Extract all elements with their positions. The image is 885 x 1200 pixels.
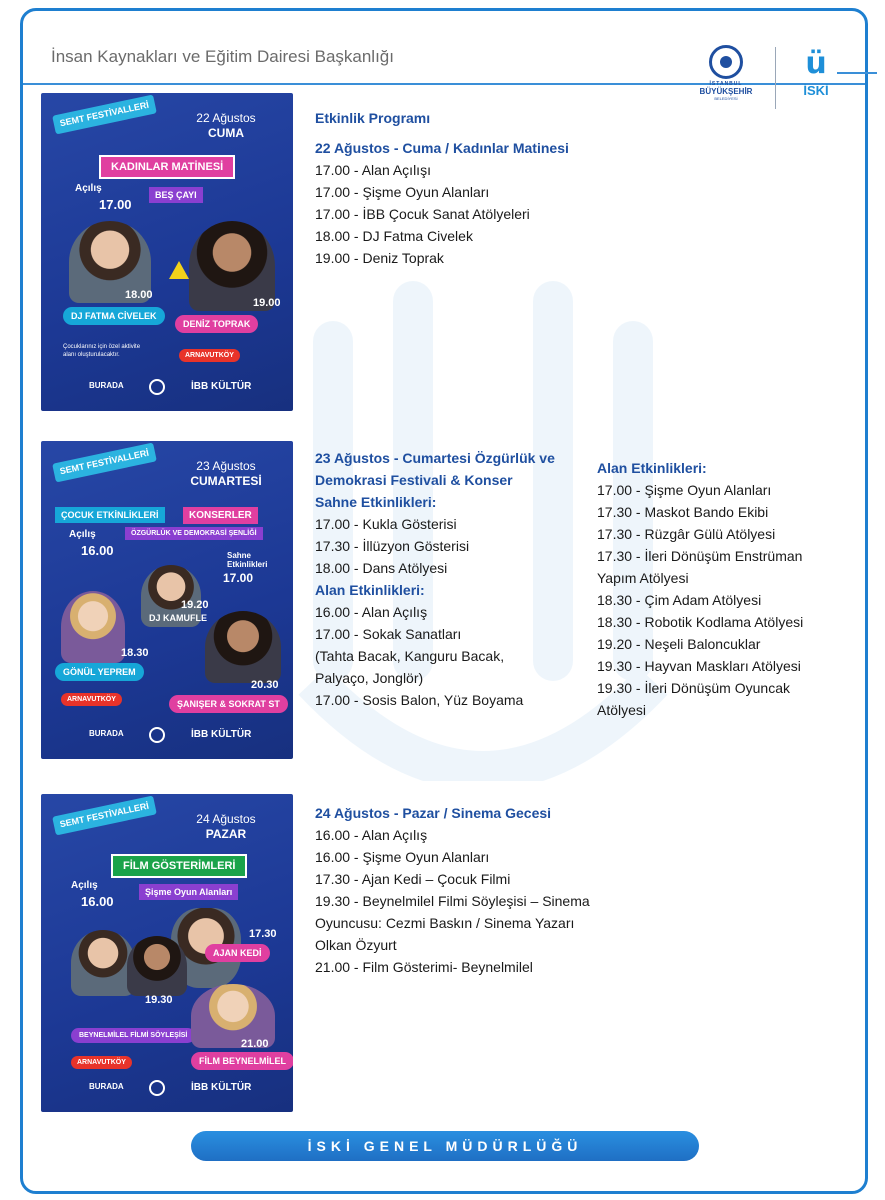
stage-label: Sahne Etkinlikleri [227,551,268,569]
ibb-logo-line2: BÜYÜKŞEHİR [699,87,753,96]
artist2-time: 18.30 [121,647,149,659]
poster-day1 [41,93,293,411]
artist2-name-tag: DENİZ TOPRAK [175,315,258,333]
header-divider-extension [837,72,877,74]
list-item: 21.00 - Film Gösterimi- Beynelmilel [315,959,533,975]
day2-title-line2: Demokrasi Festivali & Konser [315,472,513,488]
program-day2 [315,447,555,711]
poster-banner: FİLM GÖSTERİMLERİ [111,854,247,878]
poster-footer-right: İBB KÜLTÜR [191,729,252,740]
list-item: 16.00 - Alan Açılış [315,604,428,620]
list-item: 17.30 - Rüzgâr Gülü Atölyesi [597,526,776,542]
list-item: 17.00 - Kukla Gösterisi [315,516,457,532]
artist3-time: 21.00 [241,1038,269,1050]
list-item: Oyuncusu: Cezmi Baskın / Sinema Yazarı [315,915,575,931]
program-day1 [315,107,569,269]
poster-footer-right: İBB KÜLTÜR [191,381,252,392]
list-item: 18.00 - DJ Fatma Civelek [315,228,473,244]
opening-time: 16.00 [81,543,114,558]
artist-photo [205,611,281,683]
list-item: Yapım Atölyesi [597,570,689,586]
location-badge: ARNAVUTKÖY [61,693,122,706]
list-item: Atölyesi [597,702,647,718]
poster-date-weekday: CUMARTESİ [190,474,262,488]
iski-emblem-icon: ü [805,46,827,81]
poster-banner-right: KONSERLER [183,507,258,524]
poster-date [181,812,271,842]
program-day3 [315,802,590,978]
artist3-name: BEYNELMİLEL [222,1056,287,1066]
poster-date-weekday: CUMA [208,126,244,140]
list-item: 19.30 - İleri Dönüşüm Oyuncak [597,680,790,696]
ibb-logo [691,45,761,101]
artist1-role: DJ [149,613,161,623]
poster-subtitle: BEŞ ÇAYI [149,187,203,203]
artist3-role: FİLM [199,1056,220,1066]
list-item: 17.00 - İBB Çocuk Sanat Atölyeleri [315,206,530,222]
poster-footer-left: BURADA [89,381,124,390]
artist1-name: FATMA CİVELEK [85,311,157,321]
list-item: 19.30 - Beynelmilel Filmi Söyleşisi – Sinema [315,893,590,909]
opening-label: Açılış [69,529,96,540]
area-heading: Alan Etkinlikleri: [597,460,707,476]
artist2-time: 19.00 [253,297,281,309]
list-item: Palyaço, Jonglör) [315,670,424,686]
artist1-name-tag [141,609,215,627]
poster-date-day: 22 Ağustos [196,111,256,125]
program-day2-right [597,457,803,721]
poster-date [181,459,271,489]
opening-label: Açılış [75,183,102,194]
list-item: 17.00 - Sosis Balon, Yüz Boyama [315,692,524,708]
poster-note: Çocuklarınız için özel aktivite alanı oluşturulacaktır. [63,344,141,358]
poster-footer-left: BURADA [89,729,124,738]
semt-festival-badge: SEMT FESTİVALLERİ [52,443,157,483]
list-item: 16.00 - Şişme Oyun Alanları [315,849,490,865]
day1-title: 22 Ağustos - Cuma / Kadınlar Matinesi [315,140,569,156]
artist1-name: KAMUFLE [163,613,208,623]
poster-day2 [41,441,293,759]
list-item: 18.00 - Dans Atölyesi [315,560,448,576]
ibb-emblem-icon [149,727,165,743]
artist1-time: 19.20 [181,599,209,611]
artist1-name-tag [63,307,165,325]
list-item: 19.30 - Hayvan Maskları Atölyesi [597,658,801,674]
iski-logo [795,45,837,98]
semt-festival-badge: SEMT FESTİVALLERİ [52,95,157,135]
ibb-emblem-icon [149,379,165,395]
list-item: 19.00 - Deniz Toprak [315,250,444,266]
list-item: 17.30 - Maskot Bando Ekibi [597,504,769,520]
artist-photo [71,930,135,996]
list-item: 19.20 - Neşeli Baloncuklar [597,636,761,652]
day2-title-line1: 23 Ağustos - Cumartesi Özgürlük ve [315,450,555,466]
ibb-emblem-icon [149,1080,165,1096]
artist1-role: DJ [71,311,83,321]
poster-footer-left: BURADA [89,1082,124,1091]
artist1-time: 18.00 [125,289,153,301]
logo-divider [775,47,776,109]
poster-date [181,111,271,141]
iski-logo-text: İSKİ [803,83,829,98]
list-item: 16.00 - Alan Açılış [315,827,428,843]
list-item: 17.30 - İllüzyon Gösterisi [315,538,470,554]
poster-date-day: 23 Ağustos [196,459,256,473]
footer-banner: İSKİ GENEL MÜDÜRLÜĞÜ [191,1131,699,1161]
area-heading: Alan Etkinlikleri: [315,582,425,598]
list-item: 17.30 - İleri Dönüşüm Enstrüman [597,548,803,564]
ibb-logo-line3: BELEDİYESİ [714,96,738,101]
poster-subtitle: Şişme Oyun Alanları [139,884,238,900]
department-title: İnsan Kaynakları ve Eğitim Dairesi Başkanlığı [51,47,394,66]
list-item: 17.00 - Alan Açılışı [315,162,431,178]
artist3-name-tag [191,1052,293,1070]
artist2-time: 19.30 [145,994,173,1006]
list-item: 18.30 - Robotik Kodlama Atölyesi [597,614,804,630]
poster-footer [41,1080,293,1100]
opening-label: Açılış [71,880,98,891]
artist3-time: 20.30 [251,679,279,691]
ibb-logo-line1: İSTANBUL [709,81,743,87]
list-item: Olkan Özyurt [315,937,397,953]
artist1-name-tag: AJAN KEDİ [205,944,270,962]
poster-footer-right: İBB KÜLTÜR [191,1082,252,1093]
poster-banner: KADINLAR MATİNESİ [99,155,235,179]
location-badge: ARNAVUTKÖY [179,349,240,362]
list-item: 17.00 - Şişme Oyun Alanları [315,184,490,200]
list-item: 17.00 - Şişme Oyun Alanları [597,482,772,498]
opening-time: 16.00 [81,894,114,909]
list-item: (Tahta Bacak, Kanguru Bacak, [315,648,505,664]
program-heading: Etkinlik Programı [315,110,431,126]
poster-banner-left: ÇOCUK ETKİNLİKLERİ [55,507,165,523]
triangle-decor-icon [169,261,189,279]
location-badge: ARNAVUTKÖY [71,1056,132,1069]
poster-date-weekday: PAZAR [205,827,247,841]
artist2-name-tag: BEYNELMİLEL FİLMİ SÖYLEŞİSİ [71,1028,195,1043]
poster-subtitle: ÖZGÜRLÜK VE DEMOKRASİ ŞENLİĞİ [125,527,263,540]
day3-title: 24 Ağustos - Pazar / Sinema Gecesi [315,805,552,821]
poster-footer [41,727,293,747]
list-item: 17.30 - Ajan Kedi – Çocuk Filmi [315,871,511,887]
ibb-emblem-icon [709,45,743,79]
stage-time: 17.00 [223,571,254,585]
artist2-name-tag: GÖNÜL YEPREM [55,663,144,681]
page-frame [20,8,868,1194]
artist-photo [61,591,125,663]
poster-day3 [41,794,293,1112]
artist1-time: 17.30 [249,928,277,940]
artist-photo [127,936,187,996]
semt-festival-badge: SEMT FESTİVALLERİ [52,796,157,836]
poster-footer [41,379,293,399]
list-item: 17.00 - Sokak Sanatları [315,626,462,642]
opening-time: 17.00 [99,197,132,212]
artist3-name-tag: ŞANIŞER & SOKRAT ST [169,695,288,713]
poster-date-day: 24 Ağustos [196,812,256,826]
list-item: 18.30 - Çim Adam Atölyesi [597,592,762,608]
stage-heading: Sahne Etkinlikleri: [315,494,437,510]
